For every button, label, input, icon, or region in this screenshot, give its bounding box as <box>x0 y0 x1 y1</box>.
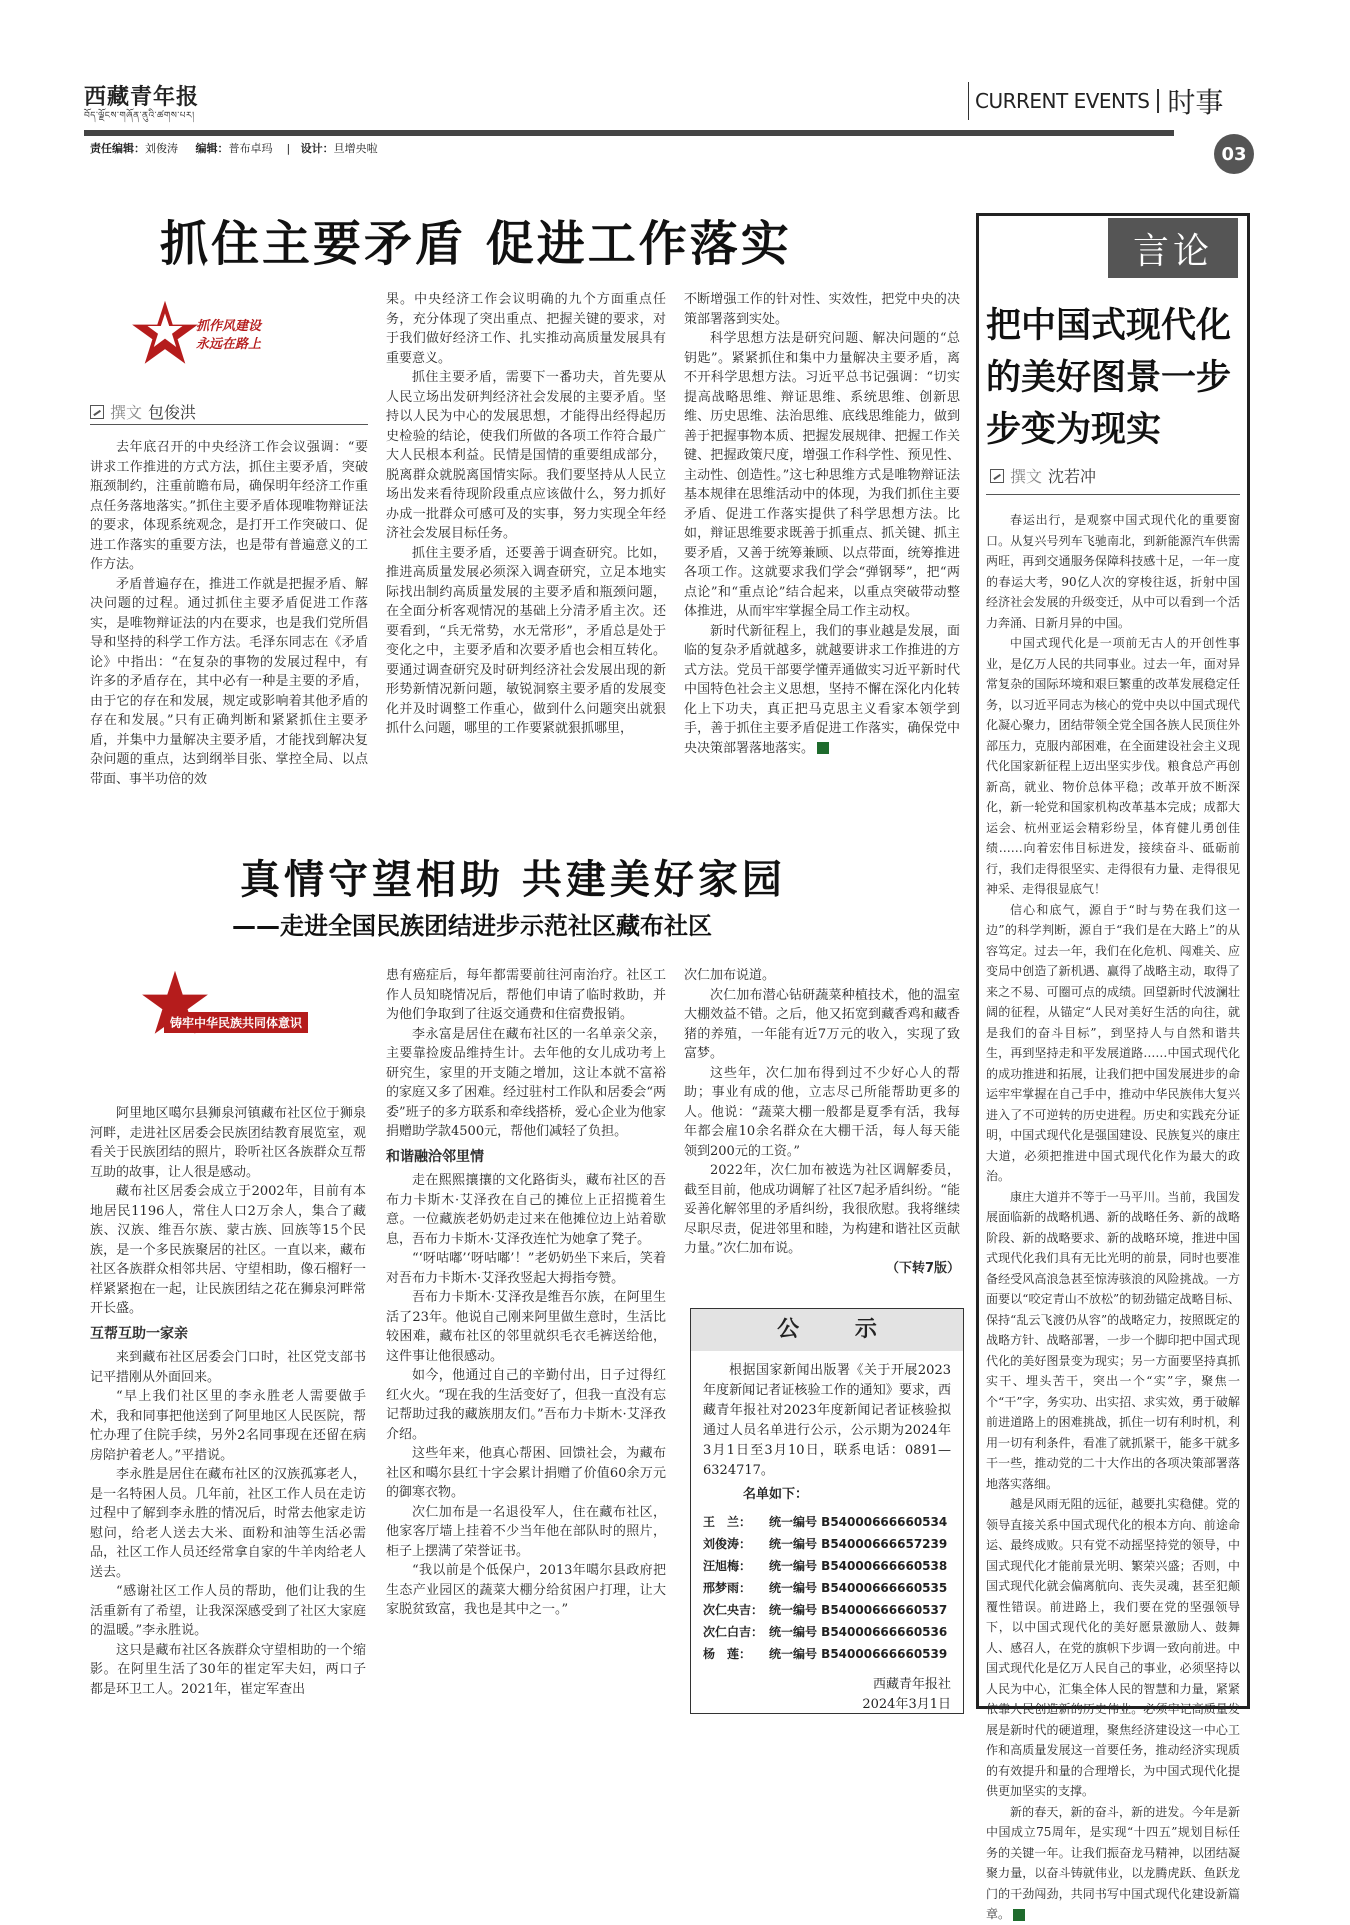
notice-signature: 西藏青年报社 2024年3月1日 <box>862 1677 951 1712</box>
list-item: 杨 莲： 统一编号 B54000666660539 <box>703 1647 948 1661</box>
section-en: CURRENT EVENTS <box>975 89 1159 113</box>
pen-icon <box>90 405 104 419</box>
article1-column-3: 不断增强工作的针对性、实效性，把党中央的决策部署落到实处。 科学思想方法是研究问题、解决问题的“总钥匙”。紧紧抓住和集中力量解决主要矛盾，离不开科学思想方法。习近平总书记强调：“切实提高战略思维、辩证思维、系统思维、创新思维、历史思维、法治思维、底线思维能力，做到善于把握事物本质、把握发展规律、把握工作关键、把握政策尺度，增强工作科学性、预见性、主动性、创造性。”这七种思维方式是唯物辩证法基本规律在思维活动中的体现，为我们抓住主要矛盾、促进工作落实提供了科学思想方法。比如，辩证思维要求既善于抓重点、抓关键、抓主要矛盾，又善于统筹兼顾、以点带面，统筹推进各项工作。这就要求我们学会“弹钢琴”，把“两点论”和“重点论”结合起来，以重点突破带动整体推进，从而牢牢掌握全局工作主动权。 新时代新征程上，我们的事业越是发展，面临的复杂矛盾就越多，就越要讲求工作推进的方式方法。党员干部要学懂弄通做实习近平新时代中国特色社会主义思想，坚持不懈在深化内化转化上下功夫，真正把马克思主义看家本领学到手，善于抓住主要矛盾促进工作落实，确保党中央决策部署落地落实。 <box>684 292 960 756</box>
end-mark-icon <box>1013 1909 1025 1921</box>
article1-byline: 撰文 包俊洪 <box>90 400 196 423</box>
list-item: 汪旭梅： 统一编号 B54000666660538 <box>703 1559 948 1573</box>
badge-banner: 铸牢中华民族共同体意识 <box>164 1012 308 1033</box>
commentary-author: 沈若冲 <box>1048 467 1097 486</box>
commentary-body: 春运出行，是观察中国式现代化的重要窗口。从复兴号列车飞驰南北，到新能源汽车供需两旺，再到交通服务保障科技感十足，一年一度的春运大考，90亿人次的穿梭往返，折射中国经济社会发展的升级变迁，从中可以看到一个活力奔涌、日新月异的中国。 中国式现代化是一项前无古人的开创性事业，是亿万人民的共同事业。过去一年，面对异常复杂的国际环境和艰巨繁重的改革发展稳定任务，以习近平同志为核心的党中央以中国式现代化凝心聚力，团结带领全党全国各族人民顶住外部压力，克服内部困难，在全面建设社会主义现代化国家新征程上迈出坚实步伐。粮食总产再创新高，就业、物价总体平稳；改革开放不断深化，新一轮党和国家机构改革基本完成；成都大运会、杭州亚运会精彩纷呈，体育健儿勇创佳绩……向着宏伟目标进发，接续奋斗、砥砺前行，我们走得很坚实、走得很有力量、走得很见神采、走得很显底气！ 信心和底气，源自于“时与势在我们这一边”的科学判断，源自于“我们是在大路上”的从容笃定。过去一年，我们在化危机、闯难关、应变局中创造了新机遇、赢得了战略主动，取得了来之不易、可圈可点的成绩。回望新时代波澜壮阔的征程，从锚定“人民对美好生活的向往，就是我们的奋斗目标”，到坚持人与自然和谐共生，再到坚持走和平发展道路……中国式现代化的成功推进和拓展，让我们把中国发展进步的命运牢牢掌握在自己手中，推动中华民族伟大复兴进入了不可逆转的历史进程。历史和实践充分证明，中国式现代化是强国建设、民族复兴的康庄大道，必须把推进中国式现代化作为最大的政治。 康庄大道并不等于一马平川。当前，我国发展面临新的战略机遇、新的战略任务、新的战略阶段、新的战略要求、新的战略环境，推进中国式现代化我们具有无比光明的前景，同时也要准备经受风高浪急甚至惊涛骇浪的风险挑战。一方面要以“咬定青山不放松”的韧劲锚定战略目标、保持“乱云飞渡仍从容”的战略定力，按照既定的战略方针、战略部署，一步一个脚印把中国式现代化的美好图景变为现实；另一方面要坚持真抓实干、埋头苦干，突出一个“实”字，聚焦一个“干”字，务实功、出实招、求实效，勇于破解前进道路上的困难挑战，抓住一切有利时机，利用一切有利条件，看准了就抓紧干，能多干就多干一些，推动党的二十大作出的各项决策部署落地落实落细。 越是风雨无阻的远征，越要扎实稳健。党的领导直接关系中国式现代化的根本方向、前途命运、最终成败。只有党不动摇坚持党的领导，中国式现代化才能前景光明、繁荣兴盛；否则，中国式现代化就会偏离航向、丧失灵魂，甚至犯颠覆性错误。前进路上，我们要在党的坚强领导下，以中国式现代化的美好愿景激励人、鼓舞人、感召人，在党的旗帜下步调一致向前进。中国式现代化是亿万人民自己的事业，必须坚持以人民为中心，汇集全体人民的智慧和力量，紧紧依靠人民创造新的历史伟业。必须牢记高质量发展是新时代的硬道理，聚焦经济建设这一中心工作和高质量发展这一首要任务，推动经济实现质的有效提升和量的合理增长，为中国式现代化提供更加坚实的支撑。 新的春天，新的奋斗，新的进发。今年是新中国成立75周年，是实现“十四五”规划目标任务的关键一年。让我们振奋龙马精神，以团结凝聚力量，以奋斗铸就伟业，以龙腾虎跃、鱼跃龙门的干劲闯劲，共同书写中国式现代化建设新篇章。 <box>986 513 1240 1921</box>
end-mark-icon <box>817 742 829 754</box>
article2-column-2: 患有癌症后，每年都需要前往河南治疗。社区工作人员知晓情况后，帮他们申请了临时救助，并为他们争取到了往返交通费和住宿费报销。 李永富是居住在藏布社区的一名单亲父亲，主要靠捡废品维持生计。去年他的女儿成功考上研究生，家里的开支随之增加，这让本就不富裕的家庭又多了困难。经过驻村工作队和居委会“两委”班子的多方联系和牵线搭桥，爱心企业为他家捐赠助学款4500元，帮他们减轻了负担。 和谐融洽邻里情 走在熙熙攘攘的文化路街头，藏布社区的吾布力卡斯木·艾泽孜在自己的摊位上正招揽着生意。一位藏族老奶奶走过来在他摊位边上站着歇息，吾布力卡斯木·艾泽孜连忙为她拿了凳子。 “‘呀咕嘟’‘呀咕嘟’！”老奶奶坐下来后，笑着对吾布力卡斯木·艾泽孜竖起大拇指夸赞。 吾布力卡斯木·艾泽孜是维吾尔族，在阿里生活了23年。他说自己刚来阿里做生意时，生活比较困难，藏布社区的邻里就织毛衣毛裤送给他，这件事让他很感动。 如今，他通过自己的辛勤付出，日子过得红红火火。“现在我的生活变好了，但我一直没有忘记帮助过我的藏族朋友们。”吾布力卡斯木·艾泽孜介绍。 这些年来，他真心帮困、回馈社会，为藏布社区和噶尔县红十字会累计捐赠了价值60余万元的御寒衣物。 次仁加布是一名退役军人，住在藏布社区，他家客厅墙上挂着不少当年他在部队时的照片，柜子上摆满了荣誉证书。 “我以前是个低保户，2013年噶尔县政府把生态产业园区的蔬菜大棚分给贫困户打理，让大家脱贫致富，我也是其中之一。” <box>386 968 666 1617</box>
article2-badge <box>140 968 330 1058</box>
commentary-title: 把中国式现代化的美好图景一步步变为现实 <box>986 306 1232 450</box>
section-header <box>968 82 1223 120</box>
byline-rule <box>986 494 1240 495</box>
red-star-icon <box>130 298 200 368</box>
public-notice <box>690 1308 964 1714</box>
commentary-byline: 撰文 沈若冲 <box>990 464 1096 487</box>
badge-line1: 抓作风建设 <box>196 319 262 334</box>
article2-column-3: 次仁加布说道。 次仁加布潜心钻研蔬菜种植技术，他的温室大棚效益不错。之后，他又拓宽到藏香鸡和藏香猪的养殖，一年能有近7万元的收入，实现了致富梦。 这些年，次仁加布得到过不少好心人的帮助；事业有成的他，立志尽己所能帮助更多的人。他说：“蔬菜大棚一般都是夏季有活，我每年都会雇10余名群众在大棚干活，每人每天能领到200元的工资。” 2022年，次仁加布被选为社区调解委员，截至目前，他成功调解了社区7起矛盾纠纷。“能妥善化解邻里的矛盾纠纷，我很欣慰。我将继续尽职尽责，促进邻里和睦，为构建和谐社区贡献力量。”次仁加布说。 （下转7版） <box>684 966 960 1278</box>
article2-column-1: 阿里地区噶尔县狮泉河镇藏布社区位于狮泉河畔，走进社区居委会民族团结教育展览室，观看关于民族团结的照片，聆听社区各族群众互帮互助的故事，让人很是感动。 藏布社区居委会成立于2002年，目前有本地居民1196人，常住人口2万余人，集合了藏族、汉族、维吾尔族、蒙古族、回族等15个民族，是一个多民族聚居的社区。一直以来，藏布社区各族群众相邻共居、守望相助，像石榴籽一样紧紧抱在一起，让民族团结之花在狮泉河畔常开长盛。 互帮互助一家亲 来到藏布社区居委会门口时，社区党支部书记平措刚从外面回来。 “早上我们社区里的李永胜老人需要做手术，我和同事把他送到了阿里地区人民医院，帮忙办理了住院手续，另外2名同事现在还留在病房陪护着老人。”平措说。 李永胜是居住在藏布社区的汉族孤寡老人，是一名特困人员。几年前，社区工作人员在走访过程中了解到李永胜的情况后，时常去他家走访慰问，给老人送去大米、面粉和油等生活必需品，社区工作人员还经常拿自家的牛羊肉给老人送去。 “感谢社区工作人员的帮助，他们让我的生活重新有了希望，让我深深感受到了社区大家庭的温暖。”李永胜说。 这只是藏布社区各族群众守望相助的一个缩影。在阿里生活了30年的崔定军夫妇，两口子都是环卫工人。2021年，崔定军查出 <box>90 1106 366 1697</box>
commentary-tag: 言论 <box>1108 218 1238 278</box>
article2-headline: 真情守望相助 共建美好家园 <box>240 857 786 903</box>
badge-line2: 永远在路上 <box>196 337 262 352</box>
subheading-mutual-help: 互帮互助一家亲 <box>90 1325 188 1342</box>
masthead-rule <box>84 130 1194 136</box>
list-item: 王 兰： 统一编号 B54000666660534 <box>703 1515 948 1529</box>
list-item: 邢梦雨： 统一编号 B54000666660535 <box>703 1581 948 1595</box>
notice-list-header: 名单如下： <box>743 1487 809 1502</box>
paper-name-tibetan: བོད་ལྗོངས་གཞོན་ནུའི་ཚགས་པར། <box>84 111 195 121</box>
section-cn: 时事 <box>1167 86 1224 119</box>
subheading-neighbors: 和谐融洽邻里情 <box>386 1148 484 1165</box>
article2-subhead: ——走进全国民族团结进步示范社区藏布社区 <box>232 912 712 940</box>
article1-badge <box>130 298 290 378</box>
paper-name: 西藏青年报 <box>84 84 200 110</box>
continued-note: （下转7版） <box>885 1260 960 1276</box>
list-item: 次仁央吉： 统一编号 B54000666660537 <box>703 1603 948 1617</box>
notice-list <box>703 1511 947 1665</box>
notice-body: 根据国家新闻出版署《关于开展2023年度新闻记者证核验工作的通知》要求，西藏青年报社对2023年度新闻记者证核验拟通过人员名单进行公示，公示期为2024年3月1日至3月10日，联系电话：0891—6324717。 <box>703 1363 951 1478</box>
article1-column-1: 去年底召开的中央经济工作会议强调：“要讲求工作推进的方式方法，抓住主要矛盾，突破瓶颈制约，注重前瞻布局，确保明年经济工作重点任务落地落实。”抓住主要矛盾体现唯物辩证法的要求，体现系统观念，是打开工作突破口、促进工作落实的重要方法，也是带有普遍意义的工作方法。 矛盾普遍存在，推进工作就是把握矛盾、解决问题的过程。通过抓住主要矛盾促进工作落实，是唯物辩证法的内在要求，也是我们党所倡导和坚持的科学工作方法。毛泽东同志在《矛盾论》中指出：“在复杂的事物的发展过程中，有许多的矛盾存在，其中必有一种是主要的矛盾，由于它的存在和发展，规定或影响着其他矛盾的存在和发展。”只有正确判断和紧紧抓住主要矛盾，并集中力量解决主要矛盾，才能找到解决复杂问题的重点，达到纲举目张、掌控全局、以点带面、事半功倍的效 <box>90 440 368 787</box>
list-item: 刘俊涛： 统一编号 B54000666657239 <box>703 1537 948 1551</box>
pen-icon <box>990 469 1004 483</box>
page-number: 03 <box>1214 134 1254 174</box>
notice-title: 公 示 <box>691 1309 963 1351</box>
article1-column-2: 果。中央经济工作会议明确的九个方面重点任务，充分体现了突出重点、把握关键的要求，对于我们做好经济工作、扎实推动高质量发展具有重要意义。 抓住主要矛盾，需要下一番功夫，首先要从人民立场出发研判经济社会发展的主要矛盾。坚持以人民为中心的发展思想，才能得出经得起历史检验的结论，使我们所做的各项工作符合最广大人民根本利益。民情是国情的重要组成部分，脱离群众就脱离国情实际。我们要坚持从人民立场出发来看待现阶段重点应该做什么，努力抓好办成一批群众可感可及的实事，努力实现全年经济社会发展目标任务。 抓住主要矛盾，还要善于调查研究。比如，推进高质量发展必须深入调查研究，立足本地实际找出制约高质量发展的主要矛盾和瓶颈问题，在全面分析客观情况的基础上分清矛盾主次。还要看到，“兵无常势，水无常形”，矛盾总是处于变化之中，主要矛盾和次要矛盾也会相互转化。要通过调查研究及时研判经济社会发展出现的新形势新情况新问题，敏锐洞察主要矛盾的发展变化并及时调整工作重心，做到什么问题突出就狠抓什么问题，哪里的工作要紧就狠抓哪里， <box>386 292 666 736</box>
article1-author: 包俊洪 <box>148 403 197 422</box>
byline-rule <box>90 424 368 425</box>
article1-headline: 抓住主要矛盾 促进工作落实 <box>160 216 792 272</box>
credits-line: 责任编辑：刘俊涛 编辑：普布卓玛 | 设计：旦增央啦 <box>90 142 378 155</box>
list-item: 次仁白吉： 统一编号 B54000666660536 <box>703 1625 948 1639</box>
